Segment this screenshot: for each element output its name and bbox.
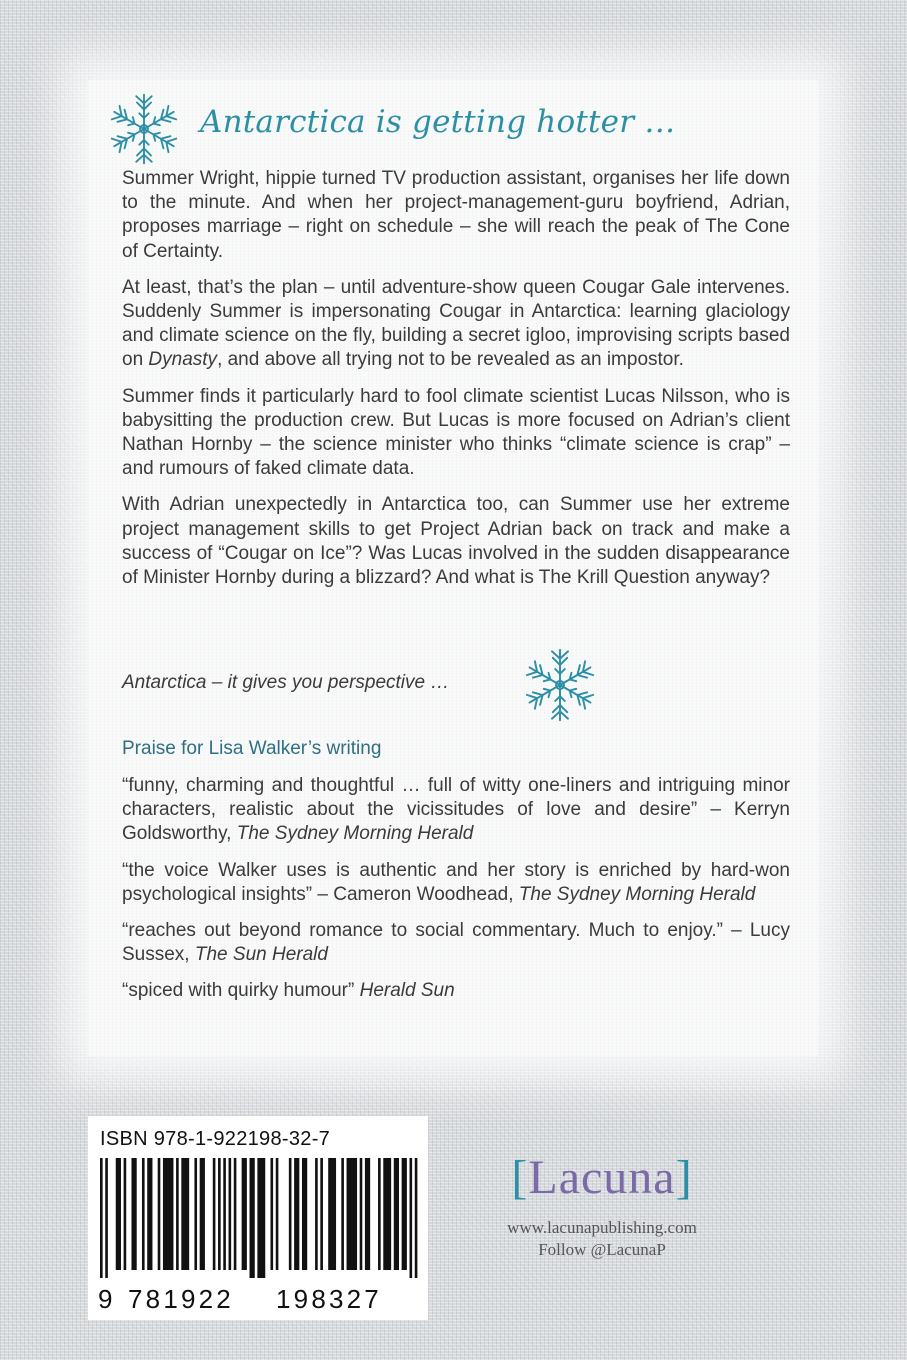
barcode-bar (347, 1158, 357, 1270)
barcode-bar (229, 1158, 232, 1270)
barcode-bar (218, 1158, 221, 1270)
barcode-bar (124, 1158, 127, 1270)
barcode-bar (383, 1158, 391, 1270)
barcode-bar (147, 1158, 152, 1270)
barcode-digits-group-1: 781922 (128, 1284, 234, 1314)
publisher-website[interactable]: www.lacunapublishing.com (507, 1218, 697, 1237)
barcode-bar (158, 1158, 161, 1270)
barcode-bar (213, 1158, 216, 1270)
barcode-icon (100, 1158, 420, 1278)
snowflake-icon (105, 90, 183, 168)
barcode-bar (294, 1158, 299, 1270)
quote-3-text: “reaches out beyond romance to social commentary. Much to enjoy.” – Lucy Sussex, (122, 920, 790, 966)
barcode-bar (378, 1158, 381, 1270)
quote-2-text: “the voice Walker uses is authentic and her story is enriched by hard-won psychological insights” – Cameron Woodhead, (122, 859, 790, 905)
barcode-bar (131, 1158, 136, 1270)
quote-4-source: Herald Sun (359, 980, 455, 1002)
isbn-label: ISBN 978-1-922198-32-7 (100, 1128, 331, 1150)
barcode-bar (270, 1158, 273, 1270)
praise-quote-1 (122, 774, 790, 847)
blurb-paragraph-4: With Adrian unexpectedly in Antarctica too, can Summer use her extreme project management skills to get Project Adrian back on track and make a success of “Cougar on Ice”? Was Lucas involved in the sudden disappearance of Minister Hornby during a blizzard? And what is The Krill Question anyway? (122, 494, 790, 589)
barcode-bar (242, 1158, 247, 1270)
praise-section (122, 738, 790, 1016)
barcode-bar (415, 1158, 418, 1278)
barcode-bar (176, 1158, 179, 1270)
barcode-bar (116, 1158, 121, 1270)
quote-3-source: The Sun Herald (194, 944, 328, 966)
dynasty-title: Dynasty (148, 349, 218, 371)
barcode-bar (360, 1158, 363, 1270)
barcode-bar (276, 1158, 279, 1270)
logo-bracket-open: [ (511, 1151, 529, 1204)
quote-4-text: “spiced with quirky humour” (122, 980, 360, 1002)
blurb-paragraph-3: Summer finds it particularly hard to fool climate scientist Lucas Nilsson, who is babysitting the production crew. But Lucas is more focused on Adrian’s client Nathan Hornby – the science minister who thinks “climate science is crap” – and rumours of faked climate data. (122, 385, 790, 480)
logo-name: Lacuna (528, 1151, 676, 1204)
logo-bracket-close: ] (675, 1151, 693, 1204)
praise-quote-2 (122, 859, 790, 907)
barcode-bar (402, 1158, 407, 1270)
barcode-digits-group-2: 198327 (276, 1284, 382, 1314)
praise-heading: Praise for Lisa Walker’s writing (122, 738, 382, 759)
barcode-bar (365, 1158, 370, 1270)
snowflake-icon (520, 645, 600, 725)
barcode-bar (105, 1158, 108, 1278)
quote-1-source: The Sydney Morning Herald (236, 823, 474, 845)
blurb-paragraph-1: Summer Wright, hippie turned TV production assistant, organises her life down to the minute. And when her project-management-guru boyfriend, Adrian, proposes marriage – right on schedule – she will reach the peak of The Cone of Certainty. (122, 168, 790, 262)
publisher-logo (486, 1150, 718, 1206)
blurb-paragraph-2-start: At least, that’s the plan – until adventure-show queen Cougar Gale intervenes. Suddenly Summer is impersonating Cougar in Antarctica: learning glaciology and climate science on the fly, building a secret igloo, improvising scripts based on (122, 276, 790, 371)
heading-row (105, 90, 805, 170)
barcode-bar (328, 1158, 336, 1270)
barcode-bar (163, 1158, 173, 1270)
publisher-block (486, 1150, 718, 1260)
tagline: Antarctica – it gives you perspective … (122, 672, 450, 693)
barcode-digit-lead: 9 (98, 1284, 113, 1314)
barcode-bar (410, 1158, 413, 1278)
barcode-box (88, 1116, 428, 1320)
quote-1-text: “funny, charming and thoughtful … full of witty one-liners and intriguing minor characters, realistic about the vicissitudes of love and desire” – Kerryn Goldsworthy, (122, 775, 790, 845)
barcode-bar (181, 1158, 189, 1270)
heading: Antarctica is getting hotter … (200, 104, 676, 140)
barcode-bar (302, 1158, 307, 1270)
barcode-bar (100, 1158, 103, 1278)
publisher-social[interactable]: Follow @LacunaP (538, 1240, 666, 1259)
barcode-bar (142, 1158, 145, 1270)
barcode-bar (315, 1158, 318, 1270)
barcode-bar (341, 1158, 344, 1270)
blurb-paragraph-2 (122, 276, 790, 373)
praise-quote-4 (122, 979, 790, 1003)
quote-2-source: The Sydney Morning Herald (518, 883, 756, 905)
praise-quote-3 (122, 919, 790, 967)
barcode-bar (250, 1158, 255, 1278)
barcode-bar (200, 1158, 205, 1270)
barcode-bar (394, 1158, 399, 1270)
barcode-bar (257, 1158, 265, 1278)
barcode-bar (289, 1158, 292, 1270)
barcode-bar (320, 1158, 323, 1270)
barcode-bar (194, 1158, 197, 1270)
blurb (122, 167, 790, 602)
blurb-paragraph-2-end: , and above all trying not to be revealed as an impostor. (217, 349, 684, 371)
barcode-bar (223, 1158, 226, 1270)
tagline-row (122, 672, 722, 702)
barcode-bar (234, 1158, 237, 1270)
